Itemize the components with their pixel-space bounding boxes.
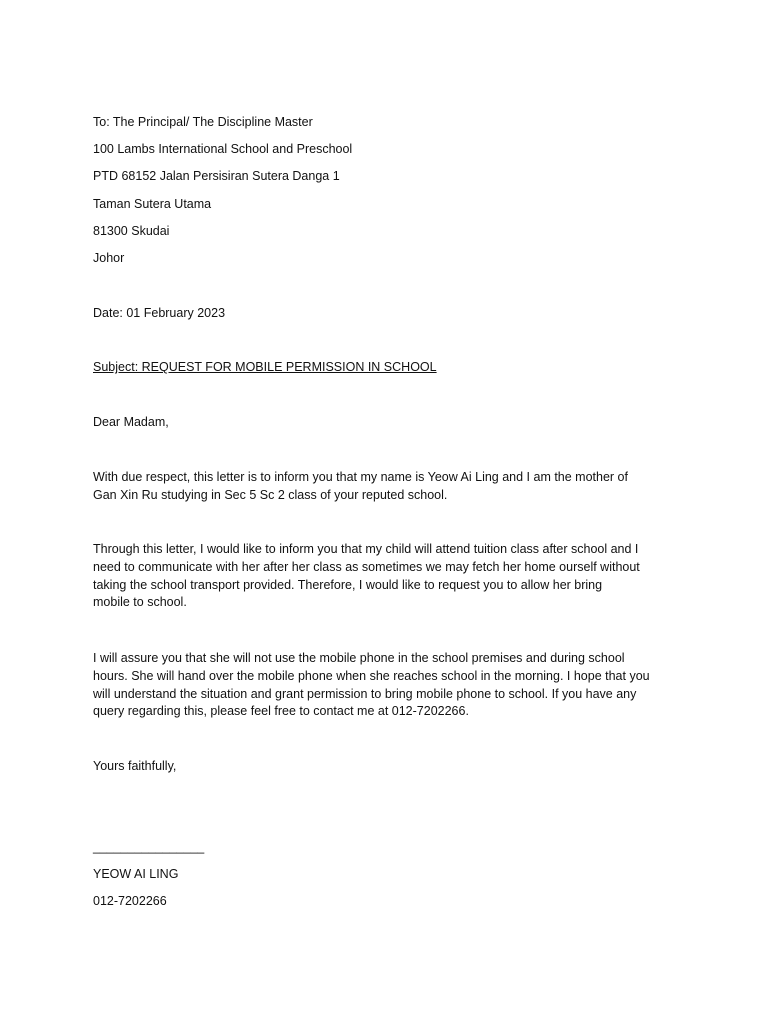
paragraph-introduction [93,469,683,505]
paragraph-line: taking the school transport provided. Therefore, I would like to request you to allow her bring [93,577,603,592]
closing: Yours faithfully, [93,759,177,773]
address-line-postcode: 81300 Skudai [93,224,170,238]
address-line-area: Taman Sutera Utama [93,197,212,211]
subject-line: Subject: REQUEST FOR MOBILE PERMISSION IN SCHOOL [93,360,437,374]
paragraph-line: need to communicate with her after her class as sometimes we may fetch her home ourself without [93,559,640,574]
paragraph-line: mobile to school. [93,595,187,610]
paragraph-line: I will assure you that she will not use the mobile phone in the school premises and during school [93,651,625,665]
paragraph-line: With due respect, this letter is to inform you that my name is Yeow Ai Ling and I am the mother of [93,470,628,484]
paragraph-request [93,541,683,612]
signer-name: YEOW AI LING [93,867,179,881]
salutation: Dear Madam, [93,415,169,429]
paragraph-line: Through this letter, I would like to inform you that my child will attend tuition class after school and I [93,542,639,556]
paragraph-assurance [93,650,683,721]
paragraph-line: will understand the situation and grant permission to bring mobile phone to school. If you have any [93,686,637,701]
address-line-state: Johor [93,251,125,265]
address-line-street: PTD 68152 Jalan Persisiran Sutera Danga 1 [93,169,340,183]
date-line: Date: 01 February 2023 [93,306,226,320]
paragraph-line: query regarding this, please feel free to contact me at 012-7202266. [93,704,469,719]
signer-phone: 012-7202266 [93,894,167,908]
recipient-to-line: To: The Principal/ The Discipline Master [93,115,313,129]
paragraph-line: hours. She will hand over the mobile phone when she reaches school in the morning. I hope that you [93,668,650,683]
paragraph-line: Gan Xin Ru studying in Sec 5 Sc 2 class of your reputed school. [93,487,448,502]
signature-line: ________________ [93,840,205,854]
address-line-school: 100 Lambs International School and Preschool [93,142,353,156]
